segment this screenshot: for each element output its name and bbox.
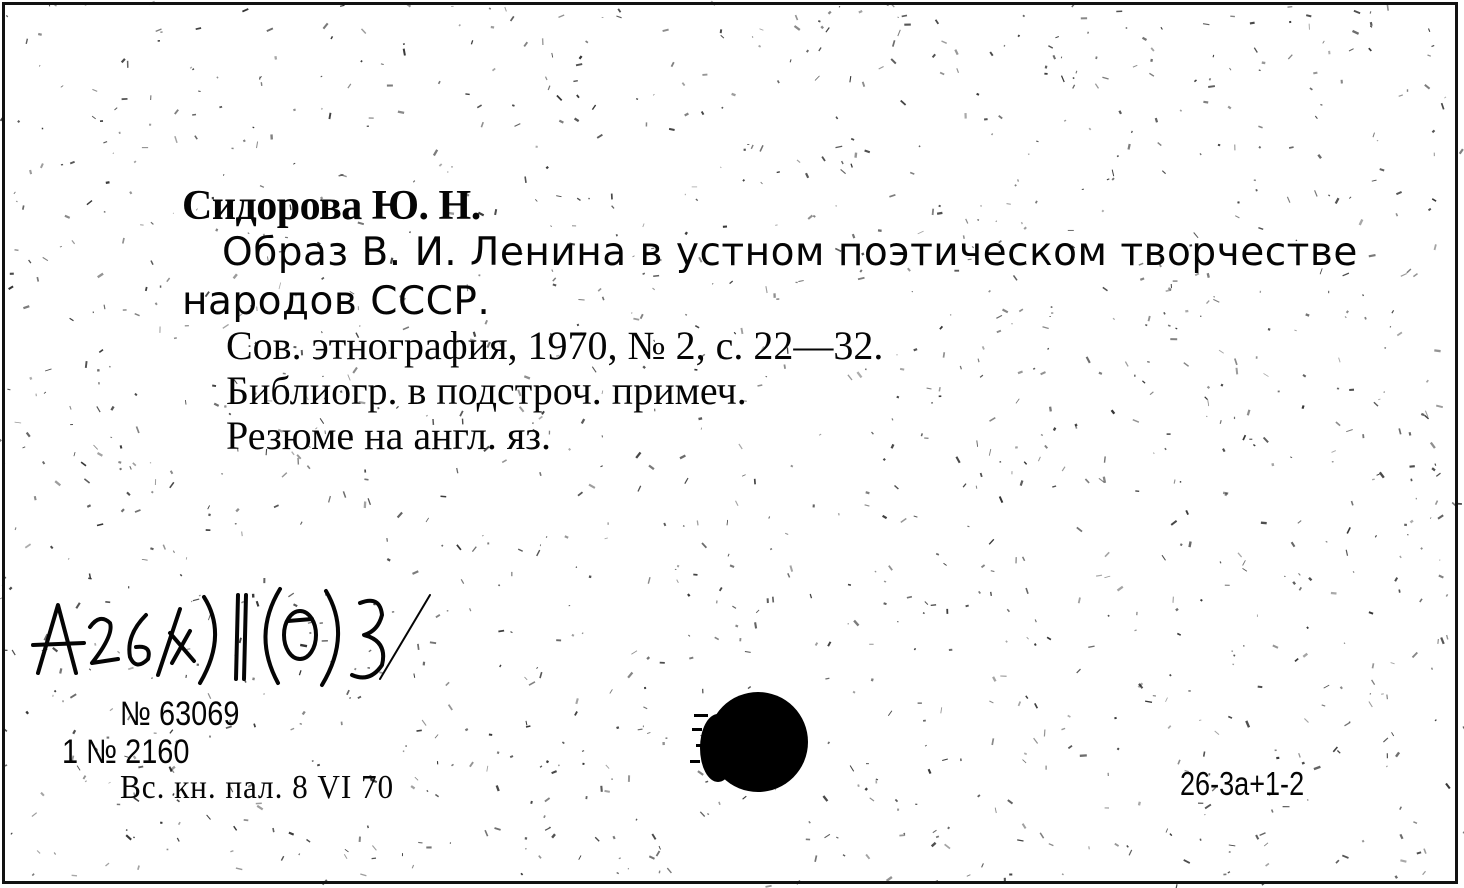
punched-hole (690, 688, 810, 796)
source-citation: Сов. этнография, 1970, № 2, с. 22—32. (226, 323, 884, 368)
handwritten-classification-code (30, 575, 440, 695)
title-line-1: Образ В. И. Ленина в устном поэтическом творчестве (222, 230, 1358, 275)
bibliography-note: Библиогр. в подстроч. примеч. (226, 368, 747, 413)
speckle (1176, 884, 1177, 888)
shelf-code: 26-3а+1-2 (1180, 765, 1305, 802)
author-name: Сидорова Ю. Н. (182, 183, 481, 229)
book-chamber-note: Вс. кн. пал. 8 VI 70 (120, 769, 395, 806)
registration-number: № 63069 (120, 695, 240, 733)
copy-number: 1 № 2160 (62, 733, 190, 771)
speckle (1460, 149, 1463, 154)
summary-note: Резюме на англ. яз. (226, 413, 552, 458)
title-line-2: народов СССР. (182, 279, 491, 324)
speckle (766, 886, 772, 887)
